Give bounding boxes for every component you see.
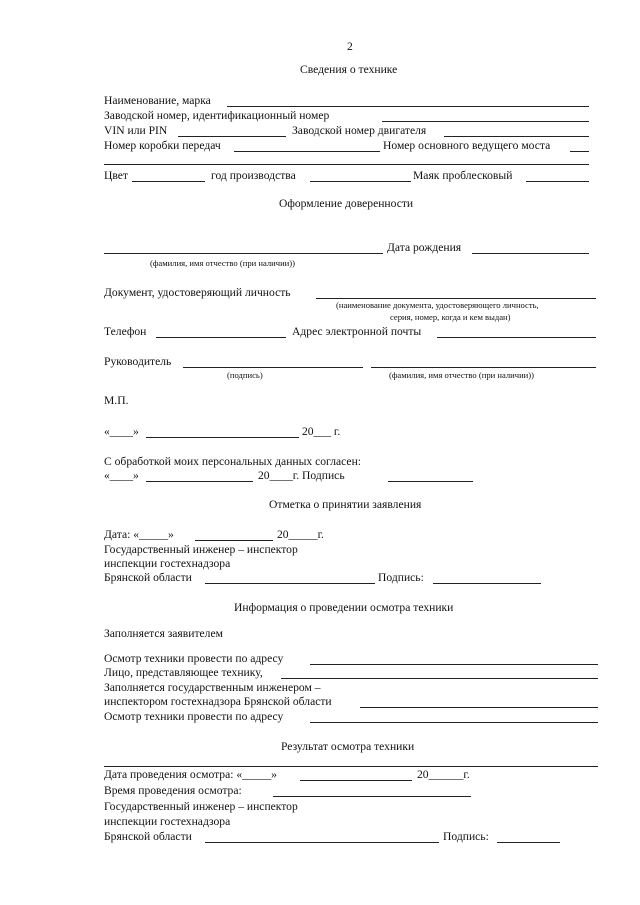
consent-date-month-field[interactable]: [146, 481, 253, 482]
acceptance-title: Отметка о принятии заявления: [269, 498, 422, 511]
signature-hint: (подпись): [227, 370, 263, 380]
email-field[interactable]: [437, 337, 596, 338]
consent-year-sign: 20____г. Подпись: [258, 469, 345, 482]
result-date-month-field[interactable]: [300, 780, 412, 781]
address-label: Осмотр техники провести по адресу: [104, 652, 284, 665]
head-fio-hint: (фамилия, имя отчество (при наличии)): [389, 370, 534, 380]
phone-field[interactable]: [156, 337, 286, 338]
address-label-2: Осмотр техники провести по адресу: [104, 710, 284, 723]
consent-signature-field[interactable]: [388, 481, 473, 482]
axle-field[interactable]: [570, 151, 589, 152]
gearbox-label: Номер коробки передач: [104, 139, 221, 152]
result-time-label: Время проведения осмотра:: [104, 784, 242, 797]
poa-date-day: «____»: [104, 425, 139, 438]
engineer-fills-line2: инспектором гостехнадзора Брянской области: [104, 695, 332, 708]
engine-label: Заводской номер двигателя: [292, 124, 427, 137]
fio-hint: (фамилия, имя отчество (при наличии)): [150, 258, 295, 268]
result-date-label: Дата проведения осмотра: «_____»: [104, 768, 277, 781]
poa-date-month-field[interactable]: [146, 437, 299, 438]
result-inspector-line1: Государственный инженер – инспектор: [104, 800, 298, 813]
poa-date-year: 20___ г.: [302, 425, 341, 438]
head-fio-field[interactable]: [371, 367, 596, 368]
head-label: Руководитель: [104, 355, 172, 368]
engine-field[interactable]: [444, 136, 589, 137]
beacon-field[interactable]: [526, 181, 589, 182]
representative-label: Лицо, представляющее технику,: [104, 666, 263, 679]
representative-field[interactable]: [281, 678, 598, 679]
address-field[interactable]: [310, 664, 598, 665]
consent-date-day: «____»: [104, 469, 139, 482]
name-field[interactable]: [227, 106, 589, 107]
acceptance-inspector-line1: Государственный инженер – инспектор: [104, 543, 298, 556]
stamp-label: М.П.: [104, 394, 129, 407]
acceptance-region-label: Брянской области: [104, 571, 192, 584]
address-field-2[interactable]: [310, 722, 598, 723]
email-label: Адрес электронной почты: [292, 325, 422, 338]
name-label: Наименование, марка: [104, 94, 211, 107]
acceptance-date-month-field[interactable]: [195, 540, 273, 541]
acceptance-inspector-line2: инспекции гостехнадзора: [104, 557, 231, 570]
result-inspector-line2: инспекции гостехнадзора: [104, 815, 231, 828]
result-date-year: 20______г.: [417, 768, 470, 781]
id-doc-hint-2: серия, номер, когда и кем выдан): [390, 312, 511, 322]
id-doc-field[interactable]: [316, 298, 596, 299]
result-time-field[interactable]: [273, 796, 471, 797]
page-number: 2: [347, 40, 353, 53]
poa-title: Оформление доверенности: [279, 197, 414, 210]
year-label: год производства: [211, 169, 296, 182]
color-label: Цвет: [104, 169, 128, 182]
acceptance-signature-label: Подпись:: [378, 571, 424, 584]
serial-label: Заводской номер, идентификационный номер: [104, 109, 330, 122]
result-title: Результат осмотра техники: [281, 740, 415, 753]
applicant-fills-label: Заполняется заявителем: [104, 627, 223, 640]
acceptance-date-year: 20_____г.: [277, 528, 324, 541]
birthdate-field[interactable]: [472, 253, 589, 254]
engineer-field[interactable]: [360, 707, 598, 708]
tech-info-title: Сведения о технике: [300, 63, 398, 76]
result-signature-label: Подпись:: [443, 830, 489, 843]
id-doc-hint-1: (наименование документа, удостоверяющего личность,: [336, 300, 539, 310]
consent-text: С обработкой моих персональных данных согласен:: [104, 455, 361, 468]
vin-label: VIN или PIN: [104, 124, 168, 137]
id-doc-label: Документ, удостоверяющий личность: [104, 286, 291, 299]
result-inspector-name-field[interactable]: [205, 842, 439, 843]
birthdate-label: Дата рождения: [387, 241, 462, 254]
beacon-label: Маяк проблесковый: [413, 169, 513, 182]
axle-label: Номер основного ведущего моста: [383, 139, 551, 152]
acceptance-inspector-name-field[interactable]: [205, 583, 375, 584]
vin-field[interactable]: [178, 136, 286, 137]
engineer-fills-line1: Заполняется государственным инженером –: [104, 681, 321, 694]
head-signature-field[interactable]: [183, 367, 363, 368]
poa-fio-field[interactable]: [104, 253, 383, 254]
blank-line[interactable]: [104, 164, 589, 165]
acceptance-date-label: Дата: «_____»: [104, 528, 174, 541]
inspection-info-title: Информация о проведении осмотра техники: [234, 601, 454, 614]
phone-label: Телефон: [104, 325, 147, 338]
serial-field[interactable]: [382, 121, 589, 122]
year-field[interactable]: [310, 181, 411, 182]
color-field[interactable]: [132, 181, 205, 182]
acceptance-signature-field[interactable]: [433, 583, 541, 584]
result-signature-field[interactable]: [497, 842, 560, 843]
result-region-label: Брянской области: [104, 830, 192, 843]
result-blank-line[interactable]: [104, 766, 598, 767]
gearbox-field[interactable]: [234, 151, 380, 152]
